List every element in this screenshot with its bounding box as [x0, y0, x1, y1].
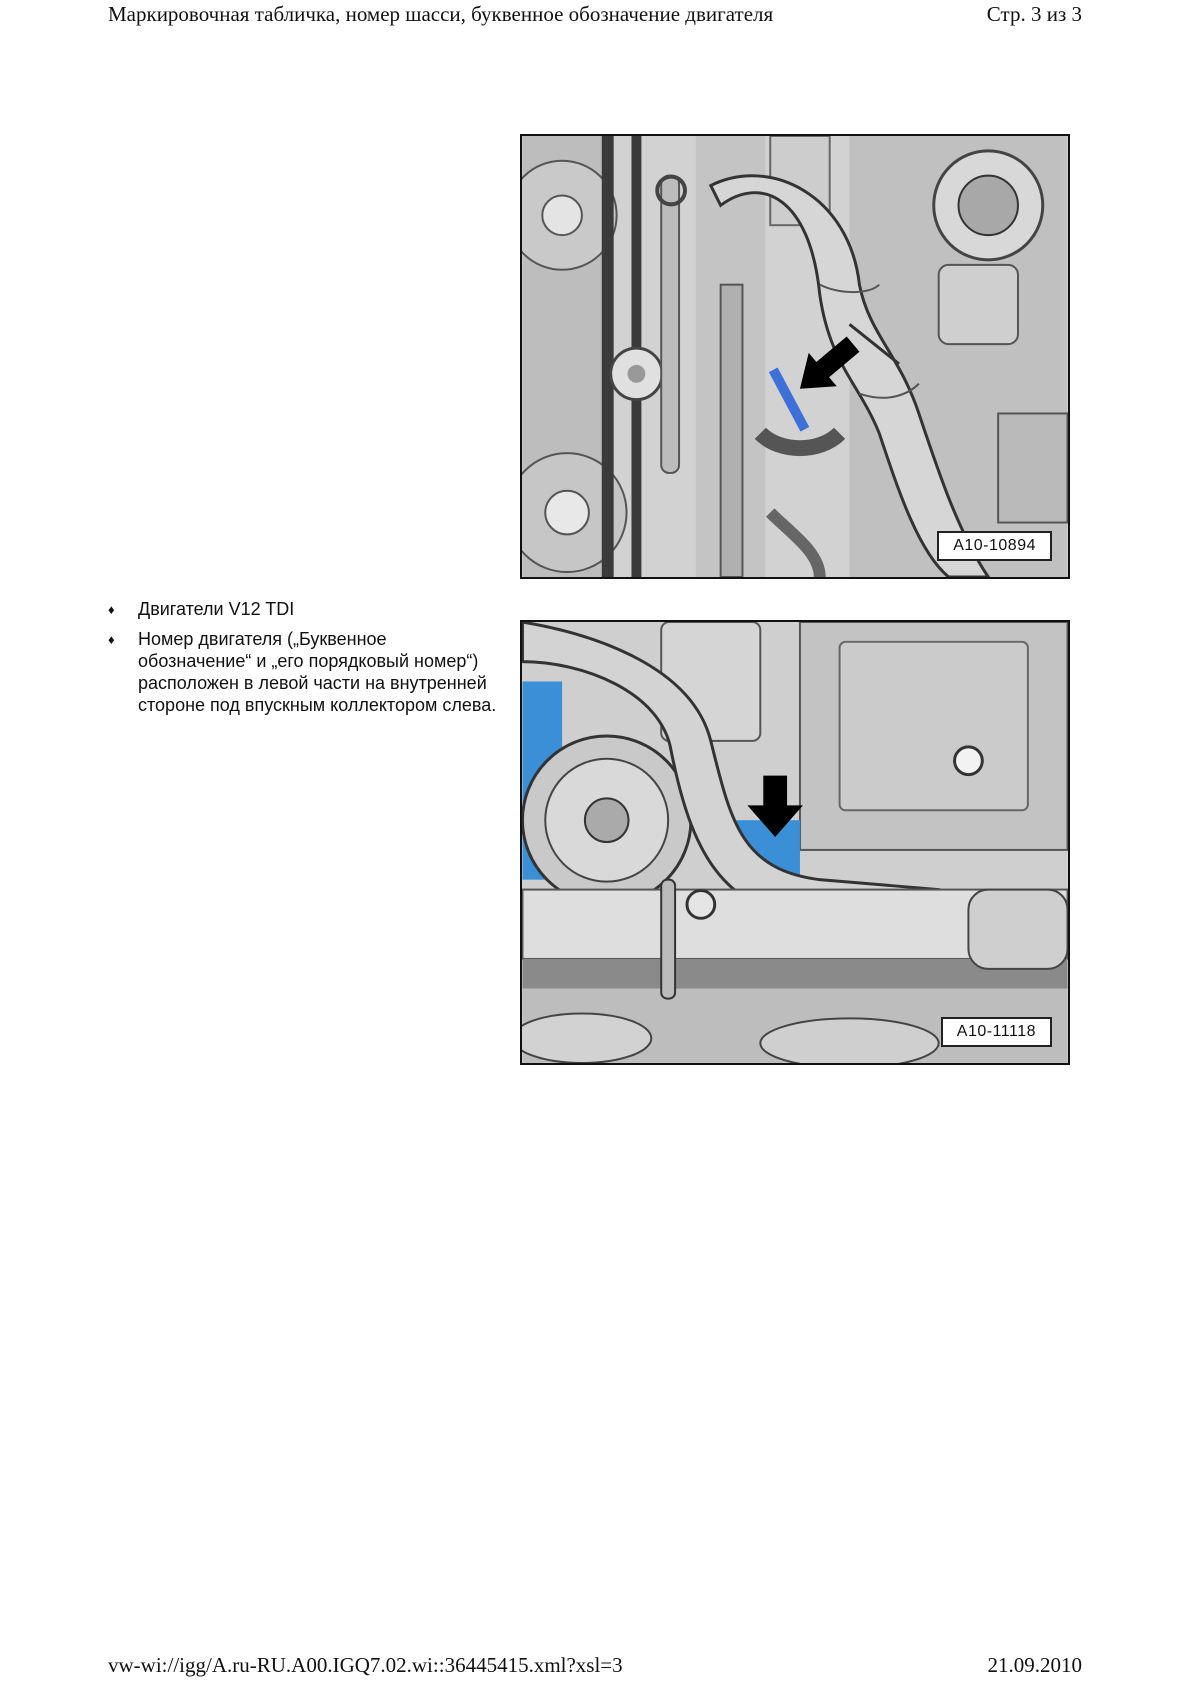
print-date: 21.09.2010 — [987, 1653, 1082, 1677]
list-item — [108, 628, 503, 716]
engine-figure-1 — [520, 134, 1070, 579]
document-title: Маркировочная табличка, номер шасси, буквенное обозначение двигателя — [108, 2, 774, 26]
list-item — [108, 598, 503, 620]
engine-illustration-2 — [522, 622, 1068, 1063]
list-item-text: Номер двигателя („Буквенное обозначение“ и „его порядковый номер“) расположен в левой части на внутренней стороне под впускным коллектором слева. — [138, 629, 497, 715]
page-footer — [108, 1653, 1082, 1678]
engine-illustration-1 — [522, 136, 1068, 577]
diamond-bullet-icon: ♦ — [108, 602, 115, 617]
figure-label: A10-10894 — [937, 531, 1052, 561]
page-header — [108, 2, 1082, 27]
figure-label: A10-11118 — [941, 1017, 1052, 1047]
bullet-list — [108, 598, 503, 724]
list-item-text: Двигатели V12 TDI — [138, 599, 295, 619]
document-path: vw-wi://igg/A.ru-RU.A00.IGQ7.02.wi::36445415.xml?xsl=3 — [108, 1653, 623, 1677]
diamond-bullet-icon: ♦ — [108, 632, 115, 647]
page-number: Стр. 3 из 3 — [986, 2, 1082, 26]
engine-figure-2 — [520, 620, 1070, 1065]
